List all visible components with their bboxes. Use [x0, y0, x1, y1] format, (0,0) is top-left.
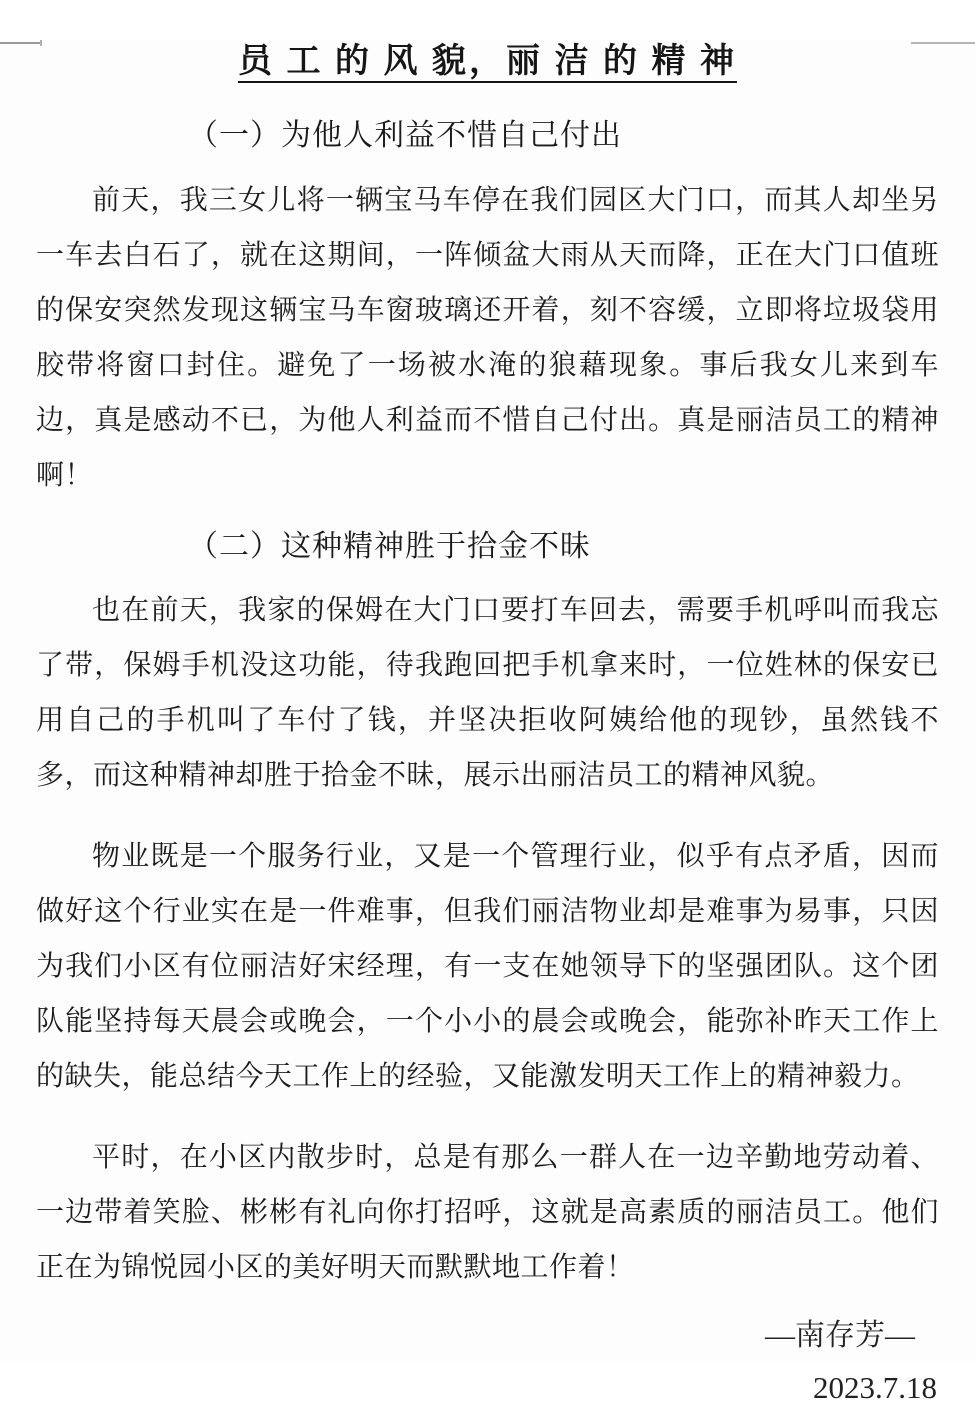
section-heading-2: （二）这种精神胜于拾金不昧 [188, 529, 591, 563]
paragraph: 也在前天，我家的保姆在大门口要打车回去，需要手机呼叫而我忘了带，保姆手机没这功能，待我跑回把手机拿来时，一位姓林的保安已用自己的手机叫了车付了钱，并坚决拒收阿姨给他的现钞，虽然钱不多，而这种精神却胜于拾金不昧，展示出丽洁员工的精神风貌。 [36, 595, 939, 792]
author-signature: —南存芳— [765, 1319, 915, 1353]
paragraph: 物业既是一个服务行业，又是一个管理行业，似乎有点矛盾，因而做好这个行业实在是一件难事，但我们丽洁物业却是难事为易事，只因为我们小区有位丽洁好宋经理，有一支在她领导下的坚强团队。这个团队能坚持每天晨会或晚会，一个小小的晨会或晚会，能弥补昨天工作上的缺失，能总结今天工作上的经验，又能激发明天工作上的精神毅力。 [36, 841, 939, 1093]
scan-artifact-top-left-nub [40, 40, 42, 46]
paragraph: 前天，我三女儿将一辆宝马车停在我们园区大门口，而其人却坐另一车去白石了，就在这期间，一阵倾盆大雨从天而降，正在大门口值班的保安突然发现这辆宝马车窗玻璃还开着，刻不容缓，立即将垃圾袋用胶带将窗口封住。避免了一场被水淹的狼藉现象。事后我女儿来到车边，真是感动不已，为他人利益而不惜自己付出。真是丽洁员工的精神啊！ [36, 184, 939, 491]
paragraph: 平时，在小区内散步时，总是有那么一群人在一边辛勤地劳动着、一边带着笑脸、彬彬有礼向你打招呼，这就是高素质的丽洁员工。他们正在为锦悦园小区的美好明天而默默地工作着！ [36, 1142, 939, 1284]
date-stamp: 2023.7.18 [813, 1370, 937, 1406]
scanned-document-page [0, 40, 975, 1406]
document-title: 员 工 的 风 貌，丽 洁 的 精 神 [238, 43, 737, 80]
scan-artifact-top-left [0, 42, 42, 44]
document-body [0, 40, 975, 1413]
scan-artifact-top-right [911, 42, 975, 44]
section-heading-1: （一）为他人利益不惜自己付出 [188, 119, 622, 153]
